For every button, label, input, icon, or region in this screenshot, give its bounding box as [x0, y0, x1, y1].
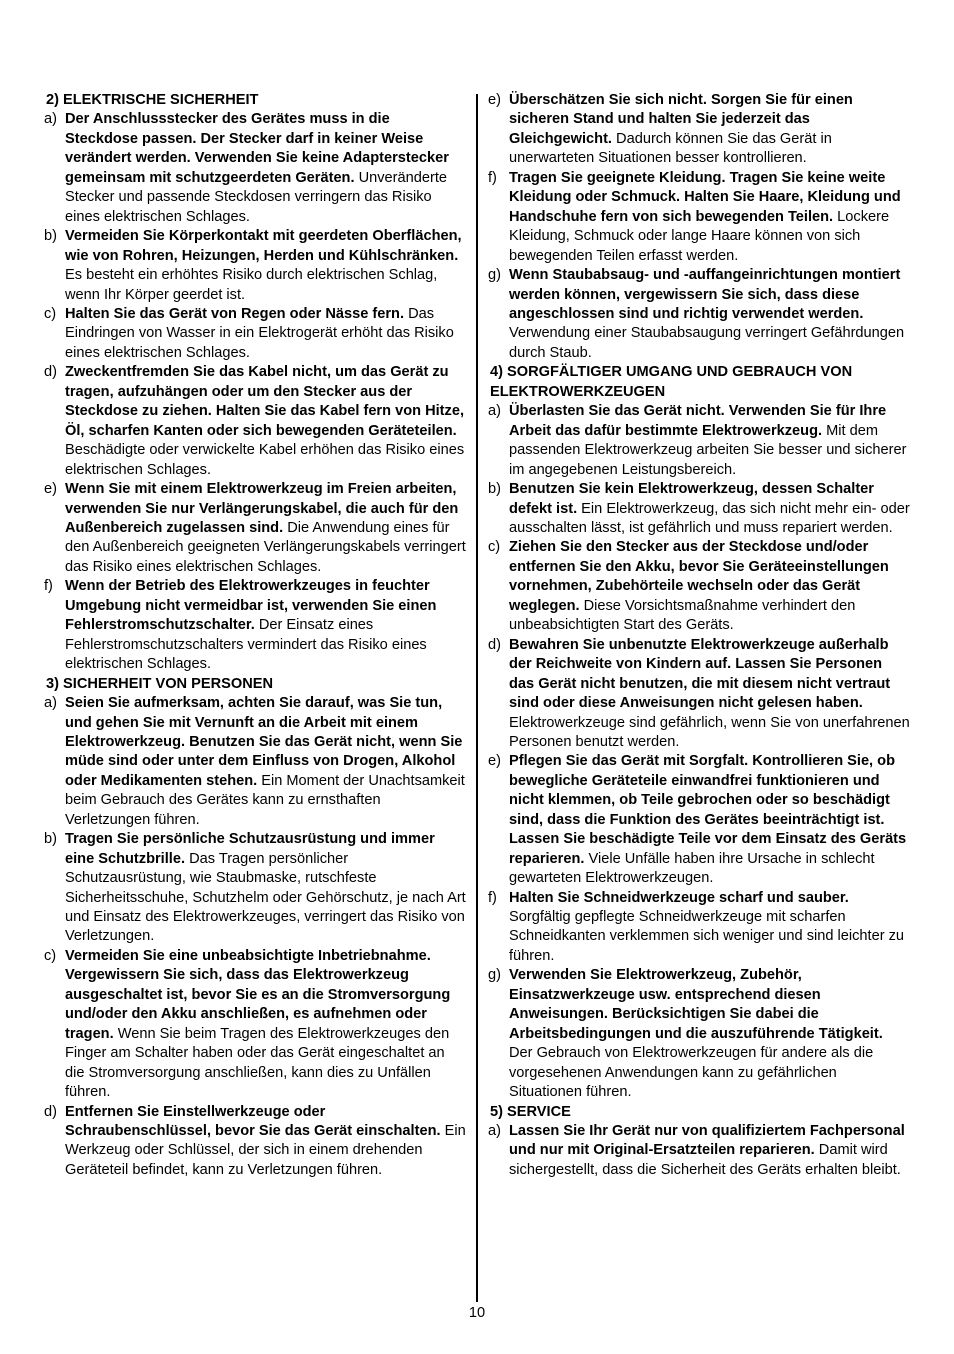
item-label: a) [44, 111, 57, 128]
list-item [44, 1103, 466, 1181]
item-text: Mit dem passenden Elektrowerkzeug arbeiten Sie besser und sicherer im angegebenen Leistungsbereich. [509, 422, 907, 478]
item-bold-text: Tragen Sie geeignete Kleidung. Tragen Sie keine weite Kleidung oder Schmuck. Halten Sie Haare, Kleidung und Handschuhe fern von sich bewegenden Teilen. [509, 169, 901, 225]
item-bold-text: Wenn Sie mit einem Elektrowerkzeug im Freien arbeiten, verwenden Sie nur Verlängerungskabel, die auch für den Außenbereich zugelassen sind. [65, 481, 459, 536]
item-text: Ein Elektrowerkzeug, das sich nicht mehr ein- oder ausschalten lässt, ist gefährlich und muss repariert werden. [509, 500, 910, 536]
item-text: Das Eindringen von Wasser in ein Elektrogerät erhöht das Risiko eines elektrischen Schlages. [65, 305, 454, 361]
item-label: c) [44, 305, 57, 322]
right-column [488, 91, 910, 1180]
item-text: Sorgfältig gepflegte Schneidwerkzeuge mit scharfen Schneidkanten verklemmen sich weniger und sind leichter zu führen. [509, 909, 905, 964]
item-text: Lockere Kleidung, Schmuck oder lange Haare können von sich bewegenden Teilen erfasst werden. [509, 208, 890, 264]
item-text: Dadurch können Sie das Gerät in unerwarteten Situationen besser kontrollieren. [509, 130, 832, 167]
item-label: f) [488, 169, 497, 186]
item-bold-text: Überschätzen Sie sich nicht. Sorgen Sie für einen sicheren Stand und halten Sie jederzeit das Gleichgewicht. [509, 92, 853, 147]
list-item [488, 1122, 910, 1180]
left-column [44, 91, 466, 1180]
item-text: Die Anwendung eines für den Außenbereich geeigneten Verlängerungskabels verringert das Risiko eines elektrischen Schlages. [65, 519, 466, 575]
item-label: c) [488, 539, 501, 556]
item-text: Diese Vorsichtsmaßnahme verhindert den unbeabsichtigten Start des Geräts. [509, 597, 856, 634]
item-text: Verwendung einer Staubabsaugung verringert Gefährdungen durch Staub. [509, 325, 905, 361]
item-text: Der Gebrauch von Elektrowerkzeugen für andere als die vorgesehenen Anwendungen kann zu gefährlichen Situationen führen. [509, 1045, 874, 1101]
item-bold-text: Halten Sie das Gerät von Regen oder Nässe fern. [65, 305, 405, 322]
item-bold-text: Entfernen Sie Einstellwerkzeuge oder Schraubenschlüssel, bevor Sie das Gerät einschalten. [65, 1103, 441, 1140]
list-item [44, 363, 466, 480]
list-item [44, 480, 466, 577]
item-bold-text: Wenn der Betrieb des Elektrowerkzeuges in feuchter Umgebung nicht vermeidbar ist, verwenden Sie einen Fehlerstromschutzschalter. [65, 578, 437, 634]
item-label: g) [488, 967, 501, 984]
list-item [488, 402, 910, 480]
column-divider [476, 94, 478, 1302]
item-text: Ein Moment der Unachtsamkeit beim Gebrauch des Gerätes kann zu ernsthaften Verletzungen führen. [65, 772, 465, 828]
item-text: Der Einsatz eines Fehlerstromschutzschalters vermindert das Risiko eines elektrischen Schlages. [65, 617, 427, 673]
list-item [488, 266, 910, 363]
item-bold-text: Wenn Staubabsaug- und -auffangeinrichtungen montiert werden können, vergewissern Sie sich, dass diese angeschlossen sind und richtig verwendet werden. [509, 267, 901, 322]
item-bold-text: Der Anschlussstecker des Gerätes muss in die Steckdose passen. Der Stecker darf in keiner Weise verändert werden. Verwenden Sie keine Adapterstecker gemeinsam mit schutzgeerdeten Geräten. [65, 111, 449, 186]
item-label: c) [44, 947, 57, 964]
list-item [44, 305, 466, 363]
item-label: a) [44, 695, 57, 712]
list-item [44, 947, 466, 1103]
list-item [488, 752, 910, 888]
item-label: g) [488, 267, 501, 284]
item-bold-text: Halten Sie Schneidwerkzeuge scharf und sauber. [509, 889, 849, 906]
item-bold-text: Vermeiden Sie Körperkontakt mit geerdeten Oberflächen, wie von Rohren, Heizungen, Herden und Kühlschränken. [65, 228, 462, 264]
list-item [44, 110, 466, 227]
item-label: a) [488, 1123, 501, 1140]
item-label: f) [44, 578, 53, 595]
list-item [44, 227, 466, 305]
item-label: b) [44, 831, 57, 848]
item-label: d) [44, 364, 57, 381]
item-text: Elektrowerkzeuge sind gefährlich, wenn Sie von unerfahrenen Personen benutzt werden. [509, 714, 910, 750]
list-item [488, 169, 910, 266]
item-text: Beschädigte oder verwickelte Kabel erhöhen das Risiko eines elektrischen Schlages. [65, 442, 465, 478]
item-bold-text: Zweckentfremden Sie das Kabel nicht, um das Gerät zu tragen, aufzuhängen oder um den Stecker aus der Steckdose zu ziehen. Halten Sie das Kabel fern von Hitze, Öl, scharfen Kanten oder sich bewegenden Geräteteilen. [65, 364, 465, 439]
item-label: d) [44, 1103, 57, 1120]
item-bold-text: Überlasten Sie das Gerät nicht. Verwenden Sie für Ihre Arbeit das dafür bestimmte Elektrowerkzeug. [509, 403, 887, 439]
list-item [44, 830, 466, 947]
list-item [488, 91, 910, 169]
item-label: e) [488, 92, 501, 108]
item-bold-text: Vermeiden Sie eine unbeabsichtigte Inbetriebnahme. Vergewissern Sie sich, dass das Elektrowerkzeug ausgeschaltet ist, bevor Sie es an die Stromversorgung und/oder den Akku anschließen, es aufnehmen oder tragen. [65, 947, 451, 1042]
item-bold-text: Seien Sie aufmerksam, achten Sie darauf, was Sie tun, und gehen Sie mit Vernunft an die Arbeit mit einem Elektrowerkzeug. Benutzen Sie das Gerät nicht, wenn Sie müde sind oder unter dem Einfluss von Drogen, Alkohol oder Medikamenten stehen. [65, 695, 463, 789]
item-label: e) [44, 481, 57, 498]
section-heading: 2) ELEKTRISCHE SICHERHEIT [46, 92, 259, 108]
section-heading: 5) SERVICE [490, 1103, 571, 1120]
item-text: Ein Werkzeug oder Schlüssel, der sich in einem drehenden Geräteteil befindet, kann zu Verletzungen führen. [65, 1123, 466, 1178]
list-item [44, 694, 466, 830]
item-label: b) [44, 228, 57, 245]
item-text: Es besteht ein erhöhtes Risiko durch elektrischen Schlag, wenn Ihr Körper geerdet ist. [65, 267, 438, 303]
item-label: e) [488, 753, 501, 770]
item-bold-text: Lassen Sie Ihr Gerät nur von qualifiziertem Fachpersonal und nur mit Original-Ersatzteilen reparieren. [509, 1123, 905, 1159]
item-text: Unveränderte Stecker und passende Steckdosen verringern das Risiko eines elektrischen Schlages. [65, 169, 448, 225]
section-heading: 3) SICHERHEIT VON PERSONEN [46, 675, 274, 692]
list-item [488, 538, 910, 635]
section-heading: 4) SORGFÄLTIGER UMGANG UND GEBRAUCH VON ELEKTROWERKZEUGEN [490, 364, 853, 400]
list-item [44, 577, 466, 674]
list-item [488, 889, 910, 967]
item-label: d) [488, 636, 501, 653]
item-bold-text: Tragen Sie persönliche Schutzausrüstung und immer eine Schutzbrille. [65, 831, 435, 867]
list-item [488, 636, 910, 753]
item-bold-text: Pflegen Sie das Gerät mit Sorgfalt. Kontrollieren Sie, ob bewegliche Geräteteile einwandfrei funktionieren und nicht klemmen, ob Teile gebrochen oder so beschädigt sind, dass die Funktion des Gerätes beeinträchtigt ist. Lassen Sie beschädigte Teile vor dem Einsatz des Geräts reparieren. [509, 753, 907, 867]
item-text: Wenn Sie beim Tragen des Elektrowerkzeuges den Finger am Schalter haben oder das Gerät eingeschaltet an die Stromversorgung anschließen, kann dies zu Unfällen führen. [65, 1025, 450, 1101]
item-bold-text: Benutzen Sie kein Elektrowerkzeug, dessen Schalter defekt ist. [509, 481, 874, 517]
item-label: a) [488, 403, 501, 420]
item-text: Damit wird sichergestellt, dass die Sicherheit des Geräts erhalten bleibt. [509, 1142, 901, 1178]
item-label: b) [488, 481, 501, 498]
list-item [488, 966, 910, 1102]
item-text: Viele Unfälle haben ihre Ursache in schlecht gewarteten Elektrowerkzeugen. [509, 850, 875, 887]
page-number: 10 [468, 1305, 486, 1321]
item-bold-text: Verwenden Sie Elektrowerkzeug, Zubehör, Einsatzwerkzeuge usw. entsprechend diesen Anweisungen. Berücksichtigen Sie dabei die Arbeitsbedingungen und die auszuführende Tätigkeit. [509, 967, 883, 1042]
item-bold-text: Ziehen Sie den Stecker aus der Steckdose und/oder entfernen Sie den Akku, bevor Sie Geräteeinstellungen vornehmen, Zubehörteile wechseln oder das Gerät weglegen. [509, 539, 889, 614]
list-item [488, 480, 910, 538]
item-bold-text: Bewahren Sie unbenutzte Elektrowerkzeuge außerhalb der Reichweite von Kindern auf. Lassen Sie Personen das Gerät nicht benutzen, die mit diesem nicht vertraut sind oder diese Anweisungen nicht gelesen haben. [509, 636, 891, 712]
item-text: Das Tragen persönlicher Schutzausrüstung, wie Staubmaske, rutschfeste Sicherheitsschuhe, Schutzhelm oder Gehörschutz, je nach Art und Einsatz des Elektrowerkzeuges, verringert das Risiko von Verletzungen. [65, 850, 466, 945]
item-label: f) [488, 889, 497, 906]
